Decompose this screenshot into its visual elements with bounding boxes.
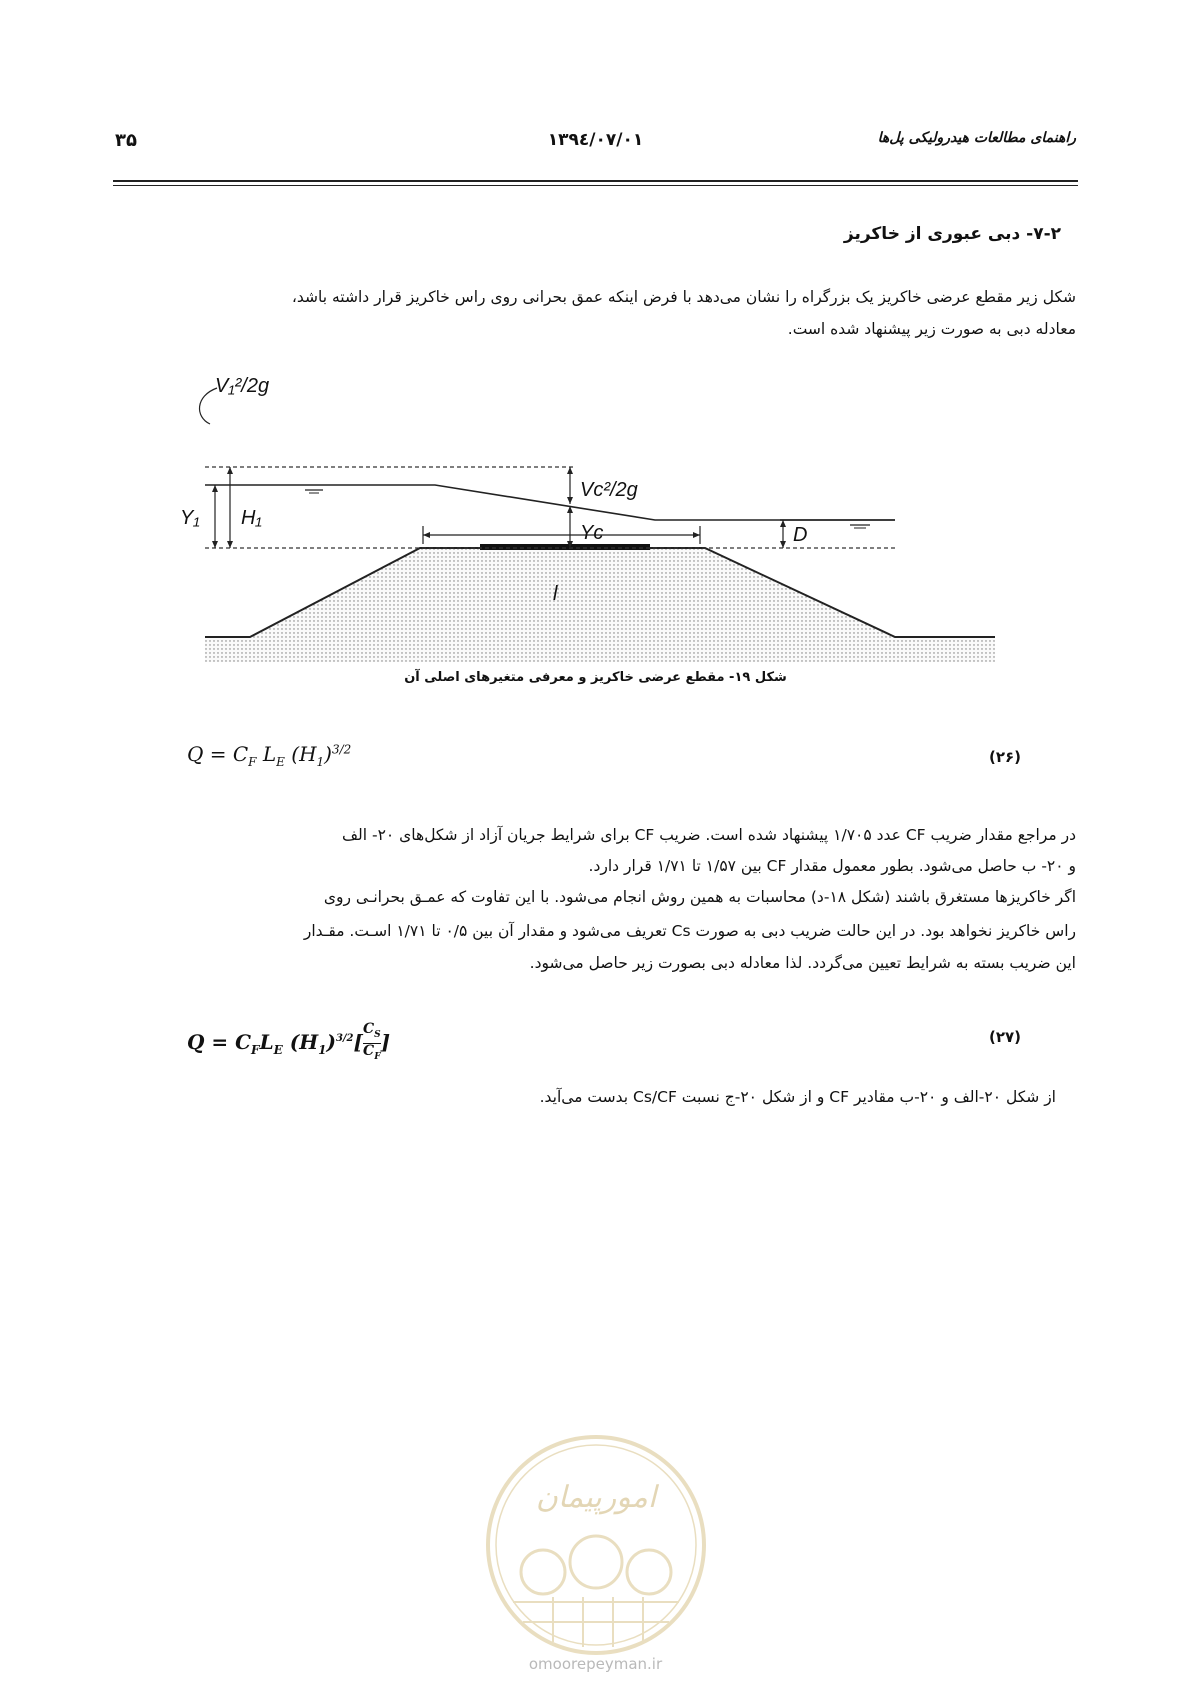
- equation-26: $Q = C_F$ $L_E$ $(H_1)^{3/2}$: [187, 742, 352, 769]
- para2-line-5: این ضریب بسته به شرایط تعیین می‌گردد. لذا معادله دبی بصورت زیر حاصل می‌شود.: [529, 954, 1076, 972]
- header-date: ۱۳۹٤/۰۷/۰۱: [547, 130, 644, 150]
- para2-line-3: اگر خاکریزها مستغرق باشند (شکل ۱۸-د) محاسبات به همین روش انجام می‌شود. با این تفاوت که عمـق بحرانـی روی: [323, 888, 1076, 906]
- pavement: [480, 544, 650, 550]
- embankment-cross-section-figure: [180, 375, 995, 672]
- para3-text: از شکل ۲۰-الف و ۲۰-ب مقادیر CF و از شکل ۲۰-ج نسبت Cs/CF بدست می‌آید.: [539, 1088, 1056, 1106]
- para2-line-4: راس خاکریز نخواهد بود. در این حالت ضریب دبی به صورت Cs تعریف می‌شود و مقدار آن بین ۰/۵ تا ۱/۷۱ اسـت. مقـدار: [303, 922, 1076, 940]
- label-yc: Yc: [580, 522, 604, 544]
- label-h1: H₁: [241, 507, 262, 529]
- embankment-body: [205, 548, 995, 662]
- site-watermark: omoorepeyman.ir: [528, 1655, 663, 1673]
- label-l: l: [553, 583, 558, 605]
- intro-line-2: معادله دبی به صورت زیر پیشنهاد شده است.: [787, 320, 1076, 338]
- header-rule-thick: [113, 180, 1078, 182]
- equation-27: $Q = C_FL_E$ $(H_1)^{3/2}$[ $\frac{C_S}{C_F}$ ]: [187, 1022, 390, 1065]
- equation-26-number: (۲۶): [988, 748, 1021, 766]
- label-d: D: [793, 524, 808, 546]
- intro-line-1: شکل زیر مقطع عرضی خاکریز یک بزرگراه را نشان می‌دهد با فرض اینکه عمق بحرانی روی راس خاکریز قرار داشته باشد،: [291, 288, 1076, 306]
- figure-caption: شکل ۱۹- مقطع عرضی خاکریز و معرفی متغیرهای اصلی آن: [404, 670, 787, 685]
- header-rule-thin: [113, 185, 1078, 186]
- label-v1: V₁²/2g: [215, 375, 270, 397]
- label-vc: Vc²/2g: [580, 479, 638, 501]
- equation-27-number: (۲۷): [988, 1028, 1021, 1046]
- book-title: راهنمای مطالعات هیدرولیکی پل‌ها: [877, 130, 1076, 146]
- seal-text: امورپیمان: [535, 1480, 657, 1515]
- cs-cf-fraction: $\frac{C_S}{C_F}$: [362, 1021, 381, 1062]
- omoorepeyman-seal-watermark: [483, 1432, 709, 1658]
- label-y1: Y₁: [180, 507, 200, 529]
- para2-line-1: در مراجع مقدار ضریب CF عدد ۱/۷۰۵ پیشنهاد شده است. ضریب CF برای شرایط جریان آزاد از شکل‌های ۲۰- الف: [341, 826, 1076, 844]
- para2-line-2: و ۲۰- ب حاصل می‌شود. بطور معمول مقدار CF بین ۱/۵۷ تا ۱/۷۱ قرار دارد.: [588, 857, 1076, 875]
- section-title: ۷-۲- دبی عبوری از خاکریز: [843, 224, 1061, 244]
- page-number: ۳۵: [115, 130, 137, 151]
